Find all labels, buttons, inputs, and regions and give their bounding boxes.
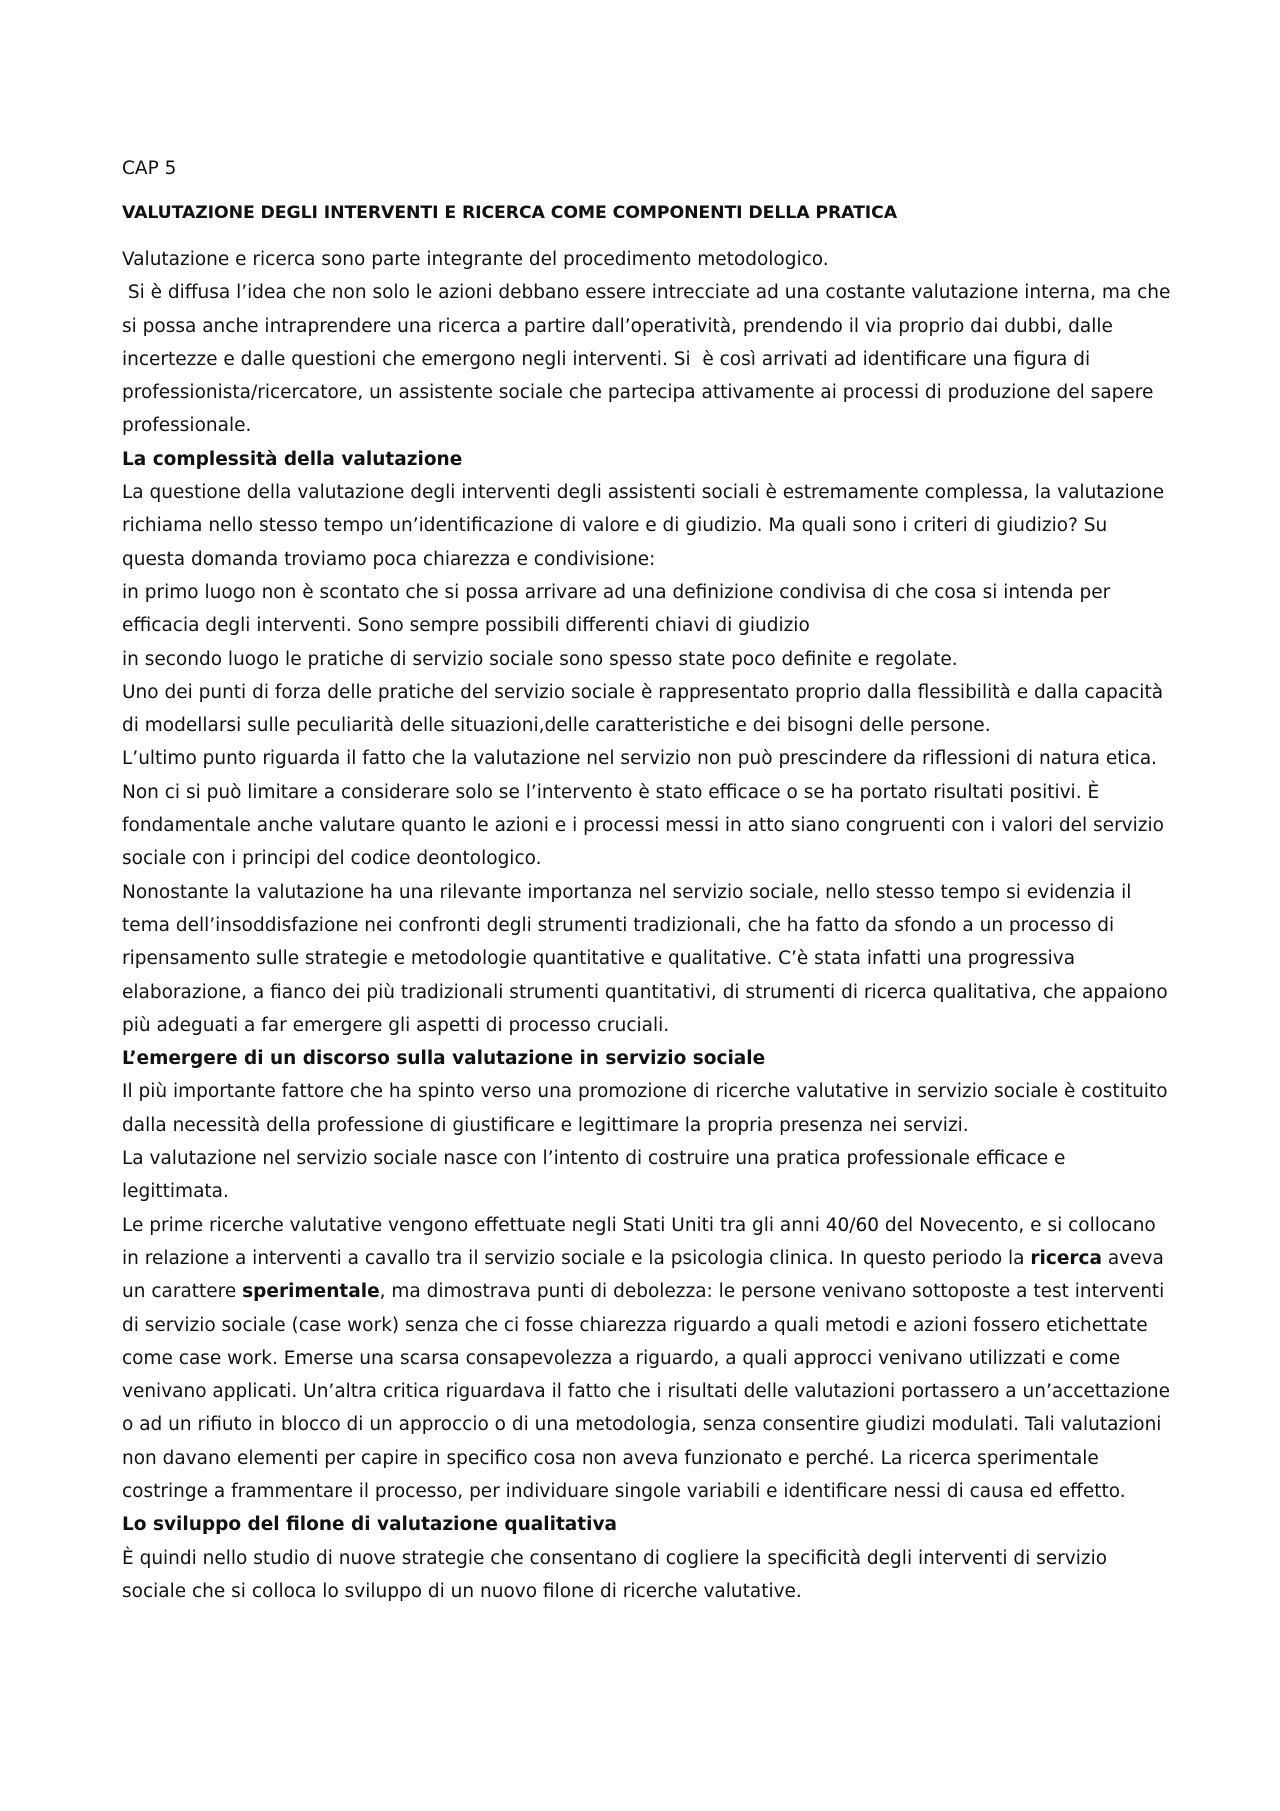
chapter-label: CAP 5: [122, 158, 177, 179]
paragraph: in secondo luogo le pratiche di servizio sociale sono spesso state poco definite e regolate.: [122, 648, 958, 670]
paragraph: Si è diffusa l’idea che non solo le azioni debbano essere intrecciate ad una costante valutazione interna, ma che si possa anche intraprendere una ricerca a partire dall’operatività, prendendo il via proprio dai dubbi, dalle incertezze e dalle questioni che emergono negli interventi. Si è così arrivati ad identificare una figura di professionista/ricercatore, un assistente sociale che partecipa attivamente ai processi di produzione del sapere professionale.: [122, 282, 1177, 437]
document-content: [122, 152, 1177, 1608]
section-heading: La complessità della valutazione: [122, 448, 463, 470]
paragraph: La valutazione nel servizio sociale nasce con l’intento di costruire una pratica professionale efficace e legittimata.: [122, 1148, 1066, 1203]
chapter-title: VALUTAZIONE DEGLI INTERVENTI E RICERCA COME COMPONENTI DELLA PRATICA: [122, 203, 897, 223]
paragraph: La questione della valutazione degli interventi degli assistenti sociali è estremamente complessa, la valutazione richiama nello stesso tempo un’identificazione di valore e di giudizio. Ma quali sono i criteri di giudizio? Su questa domanda troviamo poca chiarezza e condivisione:: [122, 482, 1165, 570]
section-heading: L’emergere di un discorso sulla valutazione in servizio sociale: [122, 1048, 766, 1070]
paragraph-run: Le prime ricerche valutative vengono effettuate negli Stati Uniti tra gli anni 40/60 del Novecento, e si collocano in relazione a interventi a cavallo tra il servizio sociale e la psicologia clinica. In questo periodo la: [122, 1214, 1156, 1269]
paragraph: Valutazione e ricerca sono parte integrante del procedimento metodologico.: [122, 249, 829, 270]
paragraph: Uno dei punti di forza delle pratiche del servizio sociale è rappresentato proprio dalla flessibilità e dalla capacità di modellarsi sulle peculiarità delle situazioni,delle caratteristiche e dei bisogni delle persone.: [122, 681, 1164, 737]
paragraph-run: , ma dimostrava punti di debolezza: le persone venivano sottoposte a test interventi di servizio sociale (case work) senza che ci fosse chiarezza riguardo a quali metodi e azioni fossero etichettate come case work. Emerse una scarsa consapevolezza a riguardo, a quali approcci venivano utilizzati e come venivano applicati. Un’altra critica riguardava il fatto che i risultati delle valutazioni portassero a un’accettazione o ad un rifiuto in blocco di un approccio o di una metodologia, senza consentire giudizi modulati. Tali valutazioni non davano elementi per capire in specifico cosa non aveva funzionato e perché. La ricerca sperimentale costringe a frammentare il processo, per individuare singole variabili e identificare nessi di causa ed effetto.: [122, 1281, 1171, 1502]
paragraph: È quindi nello studio di nuove strategie che consentano di cogliere la specificità degli interventi di servizio sociale che si colloca lo sviluppo di un nuovo filone di ricerche valutative.: [122, 1547, 1108, 1602]
paragraph: [122, 1209, 1172, 1509]
bold-term-sperimentale: sperimentale: [242, 1281, 380, 1303]
paragraph: in primo luogo non è scontato che si possa arrivare ad una definizione condivisa di che cosa si intenda per efficacia degli interventi. Sono sempre possibili differenti chiavi di giudizio: [122, 581, 1111, 637]
document-body: [122, 243, 1177, 1608]
paragraph-run: aveva un carattere: [122, 1247, 1164, 1303]
paragraph: Nonostante la valutazione ha una rilevante importanza nel servizio sociale, nello stesso tempo si evidenzia il tema dell’insoddisfazione nei confronti degli strumenti tradizionali, che ha fatto da sfondo a un processo di ripensamento sulle strategie e metodologie quantitative e qualitative. C’è stata infatti una progressiva elaborazione, a fianco dei più tradizionali strumenti quantitativi, di strumenti di ricerca qualitativa, che appaiono più adeguati a far emergere gli aspetti di processo cruciali.: [122, 881, 1168, 1036]
paragraph: Il più importante fattore che ha spinto verso una promozione di ricerche valutative in servizio sociale è costituito dalla necessità della professione di giustificare e legittimare la propria presenza nei servizi.: [122, 1081, 1168, 1136]
section-heading: Lo sviluppo del filone di valutazione qualitativa: [122, 1514, 618, 1536]
bold-term-ricerca: ricerca: [1030, 1247, 1102, 1269]
paragraph: L’ultimo punto riguarda il fatto che la valutazione nel servizio non può prescindere da riflessioni di natura etica. Non ci si può limitare a considerare solo se l’intervento è stato efficace o se ha portato risultati positivi. È fondamentale anche valutare quanto le azioni e i processi messi in atto siano congruenti con i valori del servizio sociale con i principi del codice deontologico.: [122, 748, 1164, 870]
